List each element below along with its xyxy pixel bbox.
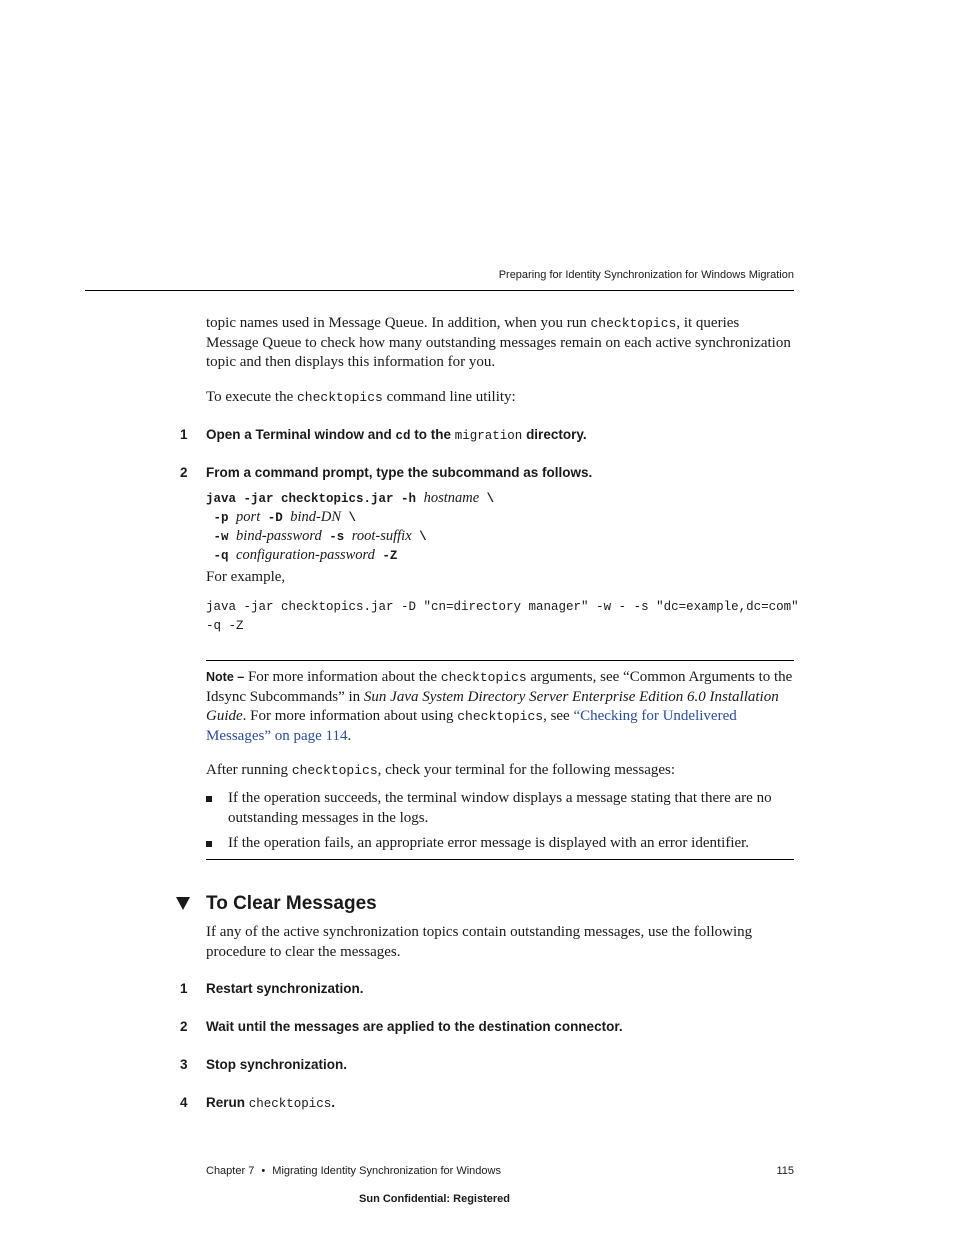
intro-text-a: topic names used in Message Queue. In addition, when you run (206, 315, 591, 331)
footer-chapter: Chapter 7 (206, 1165, 255, 1177)
step-1 (180, 427, 794, 443)
note-text: arguments, see “Common Arguments to the Idsync Subcommands” in (206, 669, 793, 705)
inline-code: checktopics (291, 763, 378, 778)
step-text: Stop synchronization. (206, 1057, 348, 1072)
step-3 (180, 1057, 794, 1072)
syntax-flag: -w (213, 530, 229, 544)
syntax-arg: root-suffix (351, 528, 412, 544)
execute-text-a: To execute the (206, 389, 297, 405)
example-label-text: For example, (206, 569, 286, 585)
header-rule (85, 290, 794, 291)
section-title: To Clear Messages (206, 893, 377, 914)
step-text: From a command prompt, type the subcommand as follows. (206, 465, 593, 480)
intro-text-b: , it queries Message Queue to check how many outstanding messages remain on each active synchronization topic and then displays this information for you. (206, 315, 791, 370)
step-2 (180, 465, 794, 480)
note-box (206, 668, 794, 746)
running-header: Preparing for Identity Synchronization for Windows Migration (498, 269, 794, 281)
step-number: 1 (180, 427, 188, 442)
syntax-arg: bind-password (236, 528, 322, 544)
cross-reference-link[interactable]: “Checking for Undelivered Messages” on page 114 (206, 708, 737, 744)
syntax-flag: -s (329, 530, 345, 544)
syntax-flag: -Z (382, 549, 398, 563)
syntax-command: java -jar checktopics.jar -h (206, 492, 417, 506)
execute-text-b: command line utility: (382, 389, 516, 405)
command-syntax (206, 489, 794, 565)
step-text: Open a Terminal window and (206, 427, 396, 442)
example-code-line: java -jar checktopics.jar -D "cn=directory manager" -w - -s "dc=example,dc=com" (206, 600, 799, 614)
after-paragraph (206, 761, 794, 781)
note-text: For more information about the (244, 669, 441, 685)
step-1 (180, 981, 794, 996)
page-footer (206, 1165, 794, 1177)
book-title: Sun Java System Directory Server Enterprise Edition 6.0 Installation Guide (206, 688, 779, 724)
note-text: . For more information about using (242, 708, 458, 724)
note-top-rule (206, 660, 794, 661)
execute-paragraph (206, 388, 794, 408)
syntax-arg: bind-DN (290, 509, 342, 525)
note-bottom-rule (206, 859, 794, 860)
after-text-a: After running (206, 762, 292, 778)
syntax-continuation: \ (348, 511, 357, 525)
syntax-flag: -D (267, 511, 283, 525)
footer-chapter-title: Migrating Identity Synchronization for Windows (272, 1165, 501, 1177)
syntax-arg: port (236, 509, 261, 525)
bullet-item (206, 834, 794, 854)
inline-code: checktopics (590, 316, 677, 331)
bullet-square-icon (206, 796, 212, 802)
footer-separator: • (261, 1165, 266, 1177)
syntax-flag: -q (213, 549, 229, 563)
syntax-continuation: \ (486, 492, 495, 506)
step-number: 2 (180, 1019, 188, 1034)
example-code (206, 598, 799, 636)
inline-code: cd (395, 429, 411, 443)
step-text: Restart synchronization. (206, 981, 364, 996)
step-text: directory. (522, 427, 587, 442)
note-label: Note – (206, 670, 245, 684)
inline-code: checktopics (440, 670, 527, 685)
note-text: , see (543, 708, 574, 724)
section-intro-text: If any of the active synchronization topics contain outstanding messages, use the following procedure to clear the messages. (206, 924, 753, 960)
step-number: 4 (180, 1095, 188, 1110)
section-intro (206, 923, 794, 962)
step-text: Rerun (206, 1095, 249, 1110)
syntax-arg: configuration-password (236, 547, 375, 563)
confidential-notice: Sun Confidential: Registered (359, 1193, 510, 1205)
step-2 (180, 1019, 794, 1034)
bullet-item (206, 789, 794, 828)
inline-code: checktopics (297, 390, 383, 405)
step-text: to the (410, 427, 455, 442)
syntax-arg: hostname (423, 490, 480, 506)
bullet-square-icon (206, 841, 212, 847)
bullet-text: If the operation succeeds, the terminal window displays a message stating that there are no outstanding messages in the logs. (228, 790, 772, 826)
after-text-b: , check your terminal for the following messages: (377, 762, 676, 778)
step-text: Wait until the messages are applied to the destination connector. (206, 1019, 623, 1034)
inline-code: checktopics (457, 709, 544, 724)
intro-paragraph (206, 314, 794, 373)
step-number: 1 (180, 981, 188, 996)
step-text: . (331, 1095, 336, 1110)
bullet-text: If the operation fails, an appropriate error message is displayed with an error identifier. (228, 835, 750, 851)
example-label (206, 568, 794, 588)
step-number: 2 (180, 465, 188, 480)
example-code-line: -q -Z (206, 619, 244, 633)
step-4 (180, 1095, 794, 1111)
inline-code: checktopics (248, 1097, 332, 1111)
page-number: 115 (776, 1165, 794, 1177)
syntax-flag: -p (213, 511, 229, 525)
syntax-continuation: \ (419, 530, 427, 544)
note-text: . (347, 727, 352, 744)
triangle-down-icon (176, 897, 190, 910)
step-number: 3 (180, 1057, 188, 1072)
inline-code: migration (454, 429, 523, 443)
